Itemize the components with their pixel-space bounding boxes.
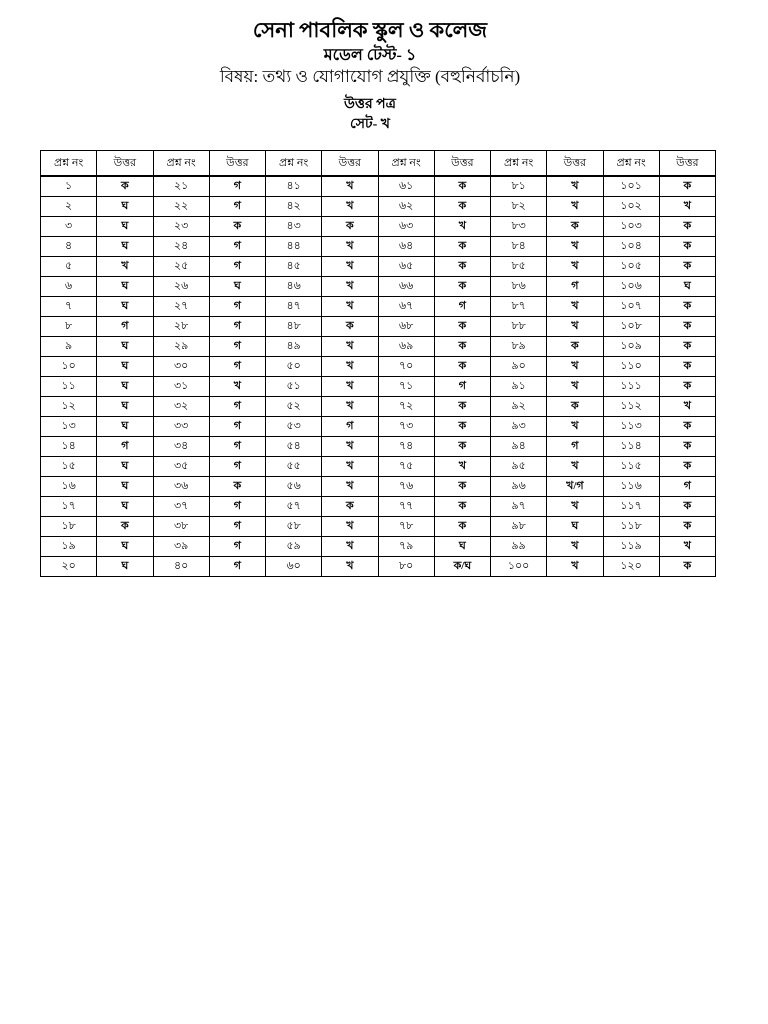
answer-cell: ক xyxy=(659,217,715,237)
answer-cell: খ xyxy=(547,237,603,257)
answer-cell: ক xyxy=(434,477,490,497)
answer-cell: ঘ xyxy=(97,217,153,237)
question-number: ১৫ xyxy=(41,457,97,477)
answer-cell: ক xyxy=(322,497,378,517)
question-number: ১২০ xyxy=(603,557,659,577)
question-number: ১১৫ xyxy=(603,457,659,477)
question-number: ৪৮ xyxy=(266,317,322,337)
question-number: ৩৯ xyxy=(153,537,209,557)
question-number: ৭৪ xyxy=(378,437,434,457)
question-number: ১০৩ xyxy=(603,217,659,237)
answer-cell: ক xyxy=(547,337,603,357)
question-number: ১৪ xyxy=(41,437,97,457)
answer-cell: খ xyxy=(547,557,603,577)
question-number: ৬৫ xyxy=(378,257,434,277)
table-row xyxy=(41,277,716,297)
question-number-header: প্রশ্ন নং xyxy=(603,151,659,177)
question-number: ৩৩ xyxy=(153,417,209,437)
table-row xyxy=(41,317,716,337)
answer-cell: গ xyxy=(434,297,490,317)
answer-cell: খ xyxy=(547,357,603,377)
answer-cell: ক xyxy=(434,417,490,437)
answer-cell: ঘ xyxy=(659,277,715,297)
answer-cell: ক xyxy=(434,277,490,297)
question-number: ৮৭ xyxy=(491,297,547,317)
question-number: ৪ xyxy=(41,237,97,257)
question-number: ৪৪ xyxy=(266,237,322,257)
question-number: ৪৬ xyxy=(266,277,322,297)
question-number: ৮৩ xyxy=(491,217,547,237)
question-number: ৩৪ xyxy=(153,437,209,457)
answer-cell: ক xyxy=(659,337,715,357)
question-number: ৬৯ xyxy=(378,337,434,357)
answer-cell: ক xyxy=(434,337,490,357)
answer-cell: ক xyxy=(434,517,490,537)
answer-cell: ঘ xyxy=(97,477,153,497)
answer-cell: গ xyxy=(209,237,265,257)
answer-cell: ক xyxy=(659,317,715,337)
table-row xyxy=(41,337,716,357)
answer-cell: ক xyxy=(434,237,490,257)
answer-cell: ক xyxy=(97,517,153,537)
answer-cell: খ xyxy=(322,557,378,577)
question-number: ৬৬ xyxy=(378,277,434,297)
question-number: ২৩ xyxy=(153,217,209,237)
table-row xyxy=(41,217,716,237)
question-number: ২২ xyxy=(153,197,209,217)
answer-cell: খ xyxy=(322,197,378,217)
question-number: ৮৬ xyxy=(491,277,547,297)
question-number: ৬৭ xyxy=(378,297,434,317)
answer-cell: গ xyxy=(322,417,378,437)
table-row xyxy=(41,557,716,577)
table-row xyxy=(41,297,716,317)
answer-cell: গ xyxy=(209,176,265,197)
question-number: ৯১ xyxy=(491,377,547,397)
answer-cell: গ xyxy=(97,317,153,337)
answer-cell: ক xyxy=(434,397,490,417)
question-number: ৪০ xyxy=(153,557,209,577)
answer-cell: ক xyxy=(434,317,490,337)
question-number: ৪৭ xyxy=(266,297,322,317)
subject-line: বিষয়: তথ্য ও যোগাযোগ প্রযুক্তি (বহুনির্বাচনি) xyxy=(219,67,521,86)
question-number: ১১১ xyxy=(603,377,659,397)
answer-cell: ঘ xyxy=(434,537,490,557)
answer-cell: গ xyxy=(209,197,265,217)
table-row xyxy=(41,417,716,437)
question-number: ৩৫ xyxy=(153,457,209,477)
question-number: ২৮ xyxy=(153,317,209,337)
question-number: ৫৮ xyxy=(266,517,322,537)
answer-cell: খ xyxy=(322,437,378,457)
answer-cell: ঘ xyxy=(547,517,603,537)
answer-cell: খ/গ xyxy=(547,477,603,497)
question-number: ১০৯ xyxy=(603,337,659,357)
question-number: ৫৬ xyxy=(266,477,322,497)
question-number: ৫৯ xyxy=(266,537,322,557)
answer-cell: খ xyxy=(322,517,378,537)
answer-cell: ঘ xyxy=(97,337,153,357)
question-number: ৪১ xyxy=(266,176,322,197)
question-number: ৭৮ xyxy=(378,517,434,537)
answer-cell: ক xyxy=(659,457,715,477)
question-number: ৭০ xyxy=(378,357,434,377)
answer-cell: খ xyxy=(322,277,378,297)
question-number: ৭২ xyxy=(378,397,434,417)
question-number: ৬০ xyxy=(266,557,322,577)
question-number: ৬২ xyxy=(378,197,434,217)
question-number: ৭৩ xyxy=(378,417,434,437)
answer-cell: খ xyxy=(547,537,603,557)
question-number: ৩ xyxy=(41,217,97,237)
answer-cell: ঘ xyxy=(97,197,153,217)
question-number: ১০ xyxy=(41,357,97,377)
question-number: ৬ xyxy=(41,277,97,297)
answer-cell: গ xyxy=(209,417,265,437)
question-number: ৯৪ xyxy=(491,437,547,457)
question-number: ৫৫ xyxy=(266,457,322,477)
answer-cell: খ xyxy=(322,237,378,257)
answer-cell: খ xyxy=(322,397,378,417)
question-number: ৩২ xyxy=(153,397,209,417)
question-number: ১১৭ xyxy=(603,497,659,517)
answer-header: উত্তর xyxy=(434,151,490,177)
question-number-header: প্রশ্ন নং xyxy=(153,151,209,177)
answer-cell: খ xyxy=(322,257,378,277)
table-row xyxy=(41,197,716,217)
question-number: ১ xyxy=(41,176,97,197)
answer-cell: ক xyxy=(659,257,715,277)
question-number: ১১৮ xyxy=(603,517,659,537)
answer-cell: গ xyxy=(209,437,265,457)
question-number: ১৯ xyxy=(41,537,97,557)
answer-cell: ক xyxy=(659,497,715,517)
question-number: ৫ xyxy=(41,257,97,277)
table-header-row xyxy=(41,151,716,177)
answer-cell: খ xyxy=(547,317,603,337)
question-number: ১১৪ xyxy=(603,437,659,457)
school-name: সেনা পাবলিক স্কুল ও কলেজ xyxy=(252,18,488,42)
question-number: ৭ xyxy=(41,297,97,317)
answer-cell: ক/ঘ xyxy=(434,557,490,577)
question-number: ১২ xyxy=(41,397,97,417)
question-number: ৪৫ xyxy=(266,257,322,277)
question-number: ৯৮ xyxy=(491,517,547,537)
question-number: ১০২ xyxy=(603,197,659,217)
question-number: ৩১ xyxy=(153,377,209,397)
answer-cell: খ xyxy=(547,257,603,277)
answer-cell: গ xyxy=(209,537,265,557)
answer-cell: ঘ xyxy=(97,417,153,437)
answer-header: উত্তর xyxy=(547,151,603,177)
question-number: ১১২ xyxy=(603,397,659,417)
answer-cell: গ xyxy=(97,437,153,457)
answer-cell: ক xyxy=(322,317,378,337)
question-number: ১৮ xyxy=(41,517,97,537)
answer-cell: ঘ xyxy=(97,397,153,417)
answer-cell: ক xyxy=(659,517,715,537)
answer-cell: গ xyxy=(209,497,265,517)
question-number: ৯২ xyxy=(491,397,547,417)
answer-cell: গ xyxy=(209,557,265,577)
question-number: ৭৬ xyxy=(378,477,434,497)
answer-cell: ক xyxy=(322,217,378,237)
question-number: ১০৫ xyxy=(603,257,659,277)
question-number: ৫১ xyxy=(266,377,322,397)
question-number: ৩৬ xyxy=(153,477,209,497)
answer-cell: ক xyxy=(97,176,153,197)
table-row xyxy=(41,237,716,257)
answer-cell: গ xyxy=(209,517,265,537)
answer-cell: খ xyxy=(547,497,603,517)
answer-header: উত্তর xyxy=(97,151,153,177)
answer-cell: খ xyxy=(547,457,603,477)
answer-cell: গ xyxy=(547,277,603,297)
table-row xyxy=(41,257,716,277)
answer-cell: ক xyxy=(434,197,490,217)
question-number: ৫২ xyxy=(266,397,322,417)
question-number: ৮৯ xyxy=(491,337,547,357)
answer-cell: খ xyxy=(322,377,378,397)
table-row xyxy=(41,517,716,537)
answer-cell: ক xyxy=(659,237,715,257)
question-number: ১০১ xyxy=(603,176,659,197)
question-number: ১১৬ xyxy=(603,477,659,497)
answer-cell: খ xyxy=(322,176,378,197)
question-number: ৯৭ xyxy=(491,497,547,517)
question-number: ৩৮ xyxy=(153,517,209,537)
answer-cell: ক xyxy=(659,437,715,457)
answer-cell: ক xyxy=(659,557,715,577)
question-number: ৬৩ xyxy=(378,217,434,237)
answer-cell: খ xyxy=(97,257,153,277)
question-number-header: প্রশ্ন নং xyxy=(41,151,97,177)
question-number: ৬১ xyxy=(378,176,434,197)
answer-cell: ক xyxy=(659,357,715,377)
answer-cell: খ xyxy=(322,477,378,497)
answer-cell: ক xyxy=(434,497,490,517)
answer-cell: খ xyxy=(434,217,490,237)
question-number: ৪৯ xyxy=(266,337,322,357)
answer-cell: খ xyxy=(322,297,378,317)
table-row xyxy=(41,357,716,377)
answer-cell: ক xyxy=(434,357,490,377)
question-number: ২৫ xyxy=(153,257,209,277)
answer-cell: ঘ xyxy=(97,277,153,297)
answer-cell: ঘ xyxy=(97,537,153,557)
question-number: ১৭ xyxy=(41,497,97,517)
answer-cell: ঘ xyxy=(97,557,153,577)
answer-cell: খ xyxy=(322,537,378,557)
question-number: ৮৫ xyxy=(491,257,547,277)
question-number: ৬৪ xyxy=(378,237,434,257)
question-number: ৫৩ xyxy=(266,417,322,437)
question-number: ১০৪ xyxy=(603,237,659,257)
question-number: ৫৪ xyxy=(266,437,322,457)
answer-cell: ক xyxy=(659,176,715,197)
table-row xyxy=(41,477,716,497)
question-number: ৮ xyxy=(41,317,97,337)
answer-cell: ক xyxy=(659,377,715,397)
question-number: ১৬ xyxy=(41,477,97,497)
answer-cell: খ xyxy=(322,337,378,357)
question-number: ৫৭ xyxy=(266,497,322,517)
question-number: ৯০ xyxy=(491,357,547,377)
question-number: ৮০ xyxy=(378,557,434,577)
question-number: ১৩ xyxy=(41,417,97,437)
question-number: ৩০ xyxy=(153,357,209,377)
question-number: ১১৯ xyxy=(603,537,659,557)
answer-cell: ক xyxy=(434,437,490,457)
question-number: ১১৩ xyxy=(603,417,659,437)
answer-cell: খ xyxy=(659,537,715,557)
question-number: ৮১ xyxy=(491,176,547,197)
question-number: ৯৩ xyxy=(491,417,547,437)
question-number: ২৪ xyxy=(153,237,209,257)
question-number-header: প্রশ্ন নং xyxy=(491,151,547,177)
document-type: উত্তর পত্র xyxy=(344,97,396,112)
answer-cell: গ xyxy=(209,317,265,337)
question-number: ২৭ xyxy=(153,297,209,317)
answer-cell: খ xyxy=(659,197,715,217)
answer-cell: গ xyxy=(209,337,265,357)
answer-cell: ক xyxy=(209,217,265,237)
answer-key-table xyxy=(40,150,716,577)
question-number: ১০৬ xyxy=(603,277,659,297)
answer-cell: ক xyxy=(434,257,490,277)
answer-cell: খ xyxy=(547,377,603,397)
question-number: ৭৭ xyxy=(378,497,434,517)
question-number: ১০০ xyxy=(491,557,547,577)
answer-cell: গ xyxy=(659,477,715,497)
question-number: ২০ xyxy=(41,557,97,577)
question-number: ১০৮ xyxy=(603,317,659,337)
question-number-header: প্রশ্ন নং xyxy=(266,151,322,177)
answer-cell: ঘ xyxy=(97,237,153,257)
answer-cell: গ xyxy=(209,257,265,277)
answer-cell: ঘ xyxy=(97,457,153,477)
question-number: ৫০ xyxy=(266,357,322,377)
table-row xyxy=(41,537,716,557)
table-row xyxy=(41,497,716,517)
answer-cell: ঘ xyxy=(97,357,153,377)
table-row xyxy=(41,397,716,417)
question-number: ৯ xyxy=(41,337,97,357)
question-number-header: প্রশ্ন নং xyxy=(378,151,434,177)
answer-cell: খ xyxy=(322,357,378,377)
answer-cell: খ xyxy=(547,197,603,217)
answer-cell: ঘ xyxy=(97,297,153,317)
answer-cell: খ xyxy=(547,176,603,197)
answer-cell: গ xyxy=(209,397,265,417)
answer-cell: খ xyxy=(209,377,265,397)
question-number: ৭১ xyxy=(378,377,434,397)
answer-cell: ক xyxy=(547,397,603,417)
answer-cell: গ xyxy=(547,437,603,457)
table-row xyxy=(41,377,716,397)
answer-cell: ক xyxy=(209,477,265,497)
question-number: ১১ xyxy=(41,377,97,397)
answer-cell: ঘ xyxy=(209,277,265,297)
question-number: ৯৬ xyxy=(491,477,547,497)
question-number: ২১ xyxy=(153,176,209,197)
question-number: ৮৪ xyxy=(491,237,547,257)
question-number: ৭৫ xyxy=(378,457,434,477)
table-row xyxy=(41,437,716,457)
answer-cell: ক xyxy=(659,297,715,317)
answer-cell: ঘ xyxy=(97,377,153,397)
answer-cell: গ xyxy=(209,357,265,377)
answer-cell: গ xyxy=(434,377,490,397)
answer-cell: খ xyxy=(434,457,490,477)
answer-cell: ঘ xyxy=(97,497,153,517)
question-number: ২৬ xyxy=(153,277,209,297)
answer-cell: ক xyxy=(547,217,603,237)
answer-cell: ক xyxy=(434,176,490,197)
answer-cell: খ xyxy=(659,397,715,417)
question-number: ৯৫ xyxy=(491,457,547,477)
table-row xyxy=(41,457,716,477)
question-number: ৬৮ xyxy=(378,317,434,337)
set-label: সেট- খ xyxy=(350,117,390,132)
question-number: ৪৩ xyxy=(266,217,322,237)
question-number: ১১০ xyxy=(603,357,659,377)
question-number: ৮২ xyxy=(491,197,547,217)
question-number: ২৯ xyxy=(153,337,209,357)
answer-cell: গ xyxy=(209,457,265,477)
question-number: ৯৯ xyxy=(491,537,547,557)
answer-cell: খ xyxy=(322,457,378,477)
answer-cell: খ xyxy=(547,297,603,317)
answer-cell: গ xyxy=(209,297,265,317)
test-title: মডেল টেস্ট- ১ xyxy=(323,47,417,64)
answer-cell: খ xyxy=(547,417,603,437)
question-number: ৩৭ xyxy=(153,497,209,517)
question-number: ১০৭ xyxy=(603,297,659,317)
answer-header: উত্তর xyxy=(209,151,265,177)
table-row xyxy=(41,176,716,197)
question-number: ২ xyxy=(41,197,97,217)
question-number: ৪২ xyxy=(266,197,322,217)
question-number: ৮৮ xyxy=(491,317,547,337)
question-number: ৭৯ xyxy=(378,537,434,557)
answer-cell: ক xyxy=(659,417,715,437)
answer-header: উত্তর xyxy=(322,151,378,177)
answer-header: উত্তর xyxy=(659,151,715,177)
